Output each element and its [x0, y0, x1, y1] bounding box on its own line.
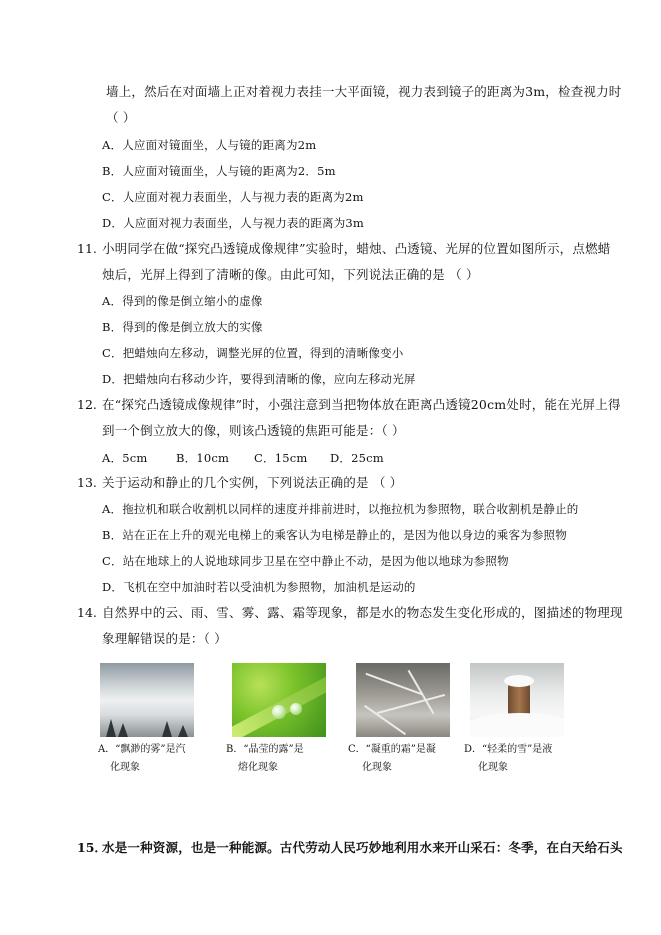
- caption-d-line2: 化现象: [478, 762, 508, 773]
- caption-a-line1: A．“飘渺的雾”是汽: [98, 744, 186, 755]
- q14-number: 14.: [77, 605, 97, 620]
- q10-option-d: D．人应面对视力表面坐，人与视力表的距离为3m: [102, 216, 365, 230]
- q13-text-line1: 关于运动和静止的几个实例，下列说法正确的是 （ ）: [102, 475, 403, 490]
- caption-c-line1: C．“凝重的霜”是凝: [348, 744, 436, 755]
- caption-b-line1: B．“晶莹的露”是: [226, 744, 304, 755]
- q10-continuation: 墙上，然后在对面墙上正对着视力表挂一大平面镜，视力表到镜子的距离为3m，检查视力时: [106, 84, 622, 99]
- q11-option-c: C．把蜡烛向左移动，调整光屏的位置，得到的清晰像变小: [102, 346, 404, 360]
- q11-option-d: D．把蜡烛向右移动少许，要得到清晰的像，应向左移动光屏: [102, 372, 416, 386]
- q15-number: 15．: [77, 840, 107, 855]
- q10-option-b: B．人应面对镜面坐，人与镜的距离为2．5m: [102, 164, 336, 178]
- q12-option-b: B．10cm: [176, 451, 230, 465]
- q13-option-c: C．站在地球上的人说地球同步卫星在空中静止不动，是因为他以地球为参照物: [102, 554, 509, 568]
- q10-blank: （ ）: [106, 110, 136, 125]
- caption-d-line1: D．“轻柔的雪”是液: [464, 744, 553, 755]
- q10-option-a: A．人应面对镜面坐，人与镜的距离为2m: [102, 138, 317, 152]
- caption-b-line2: 熔化现象: [238, 762, 278, 773]
- q12-option-d: D．25cm: [330, 451, 384, 465]
- q13-option-d: D．飞机在空中加油时若以受油机为参照物，加油机是运动的: [102, 580, 416, 594]
- q11-number: 11.: [77, 241, 97, 256]
- q13-number: 13.: [77, 475, 97, 490]
- caption-c-line2: 化现象: [362, 762, 392, 773]
- q11-option-b: B．得到的像是倒立放大的实像: [102, 320, 263, 334]
- q14-text-line1: 自然界中的云、雨、雪、雾、露、霜等现象，都是水的物态发生变化形成的，图描述的物理现: [102, 605, 623, 620]
- q12-text-line2: 到一个倒立放大的像，则该凸透镜的焦距可能是：（ ）: [102, 423, 405, 438]
- caption-a-line2: 化现象: [110, 762, 140, 773]
- q12-text-line1: 在“探究凸透镜成像规律”时，小强注意到当把物体放在距离凸透镜20cm处时，能在光屏上得: [102, 397, 621, 412]
- q15-text-line1: 水是一种资源，也是一种能源。古代劳动人民巧妙地利用水来开山采石：冬季，在白天给石头: [102, 840, 623, 855]
- q11-text-line1: 小明同学在做“探究凸透镜成像规律”实验时，蜡烛、凸透镜、光屏的位置如图所示，点燃蜡: [102, 241, 611, 256]
- q13-option-a: A．拖拉机和联合收割机以同样的速度并排前进时，以拖拉机为参照物，联合收割机是静止的: [102, 502, 579, 516]
- q12-option-c: C．15cm: [254, 451, 308, 465]
- q10-option-c: C．人应面对视力表面坐，人与视力表的距离为2m: [102, 190, 364, 204]
- q12-number: 12.: [77, 397, 97, 412]
- frost-photo: [356, 663, 450, 737]
- q11-option-a: A．得到的像是倒立缩小的虚像: [102, 294, 263, 308]
- snow-photo: [470, 663, 564, 737]
- q12-option-a: A．5cm: [102, 451, 148, 465]
- q14-text-line2: 象理解错误的是：（ ）: [102, 631, 227, 646]
- q13-option-b: B．站在正在上升的观光电梯上的乘客认为电梯是静止的，是因为他以身边的乘客为参照物: [102, 528, 567, 542]
- fog-photo: [100, 663, 194, 737]
- q11-text-line2: 烛后，光屏上得到了清晰的像。由此可知，下列说法正确的是 （ ）: [102, 267, 479, 282]
- dew-photo: [232, 663, 326, 737]
